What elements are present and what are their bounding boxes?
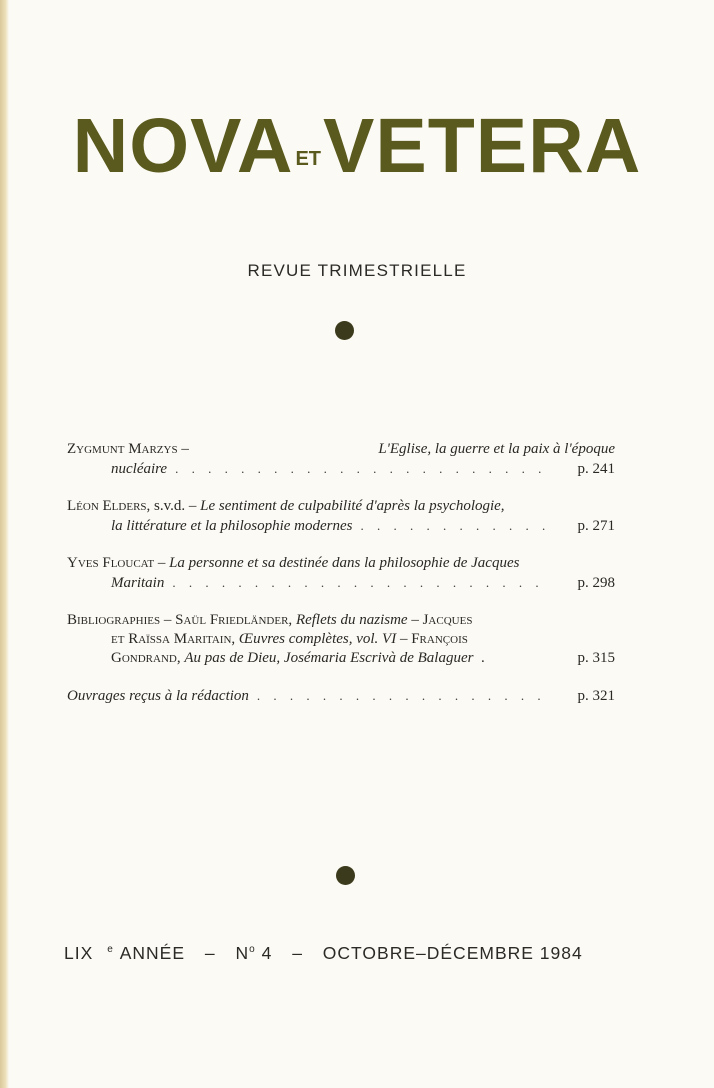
toc-title-cont: Maritain xyxy=(111,575,165,591)
issue-number: 4 xyxy=(261,943,273,963)
dot-leader xyxy=(257,686,549,705)
toc-entry-floucat xyxy=(67,554,615,593)
toc-title: Ouvrages reçus à la rédaction xyxy=(67,688,249,704)
toc-title: Au pas de Dieu, Josémaria Escrivà de Balaguer xyxy=(184,650,474,666)
toc-line xyxy=(67,686,615,706)
toc-author: François xyxy=(411,631,468,647)
dot-leader xyxy=(172,573,549,592)
issue-number-label: N xyxy=(235,943,250,963)
issue-year-word: ANNÉE xyxy=(119,943,186,963)
toc-title: La personne et sa destinée dans la philosophie de Jacques xyxy=(169,555,520,571)
toc-line xyxy=(67,459,615,479)
toc-page: p. 321 xyxy=(577,688,615,704)
toc-period: . xyxy=(480,650,485,666)
toc-entry-bibliographies xyxy=(67,611,615,668)
toc-entry-elders xyxy=(67,497,615,536)
issue-period: OCTOBRE–DÉCEMBRE 1984 xyxy=(322,943,583,963)
toc-line: Yves Floucat – La personne et sa destinée dans la philosophie de Jacques xyxy=(67,555,520,571)
toc-line: Bibliographies – Saül Friedländer, Reflets du nazisme – Jacques xyxy=(67,612,473,628)
issue-number-sup: o xyxy=(249,944,256,956)
toc-title: Le sentiment de culpabilité d'après la psychologie, xyxy=(200,498,505,514)
issue-year-sup: e xyxy=(107,944,114,956)
toc-page: p. 241 xyxy=(577,461,615,477)
toc-title: L'Eglise, la guerre et la paix à l'époque xyxy=(378,441,615,457)
toc-title: Œuvres complètes, vol. VI xyxy=(238,631,397,647)
issue-dash: – xyxy=(292,943,303,963)
dot-leader xyxy=(175,459,549,478)
toc-line: et Raïssa Maritain, Œuvres complètes, vol. VI – François xyxy=(111,631,468,647)
toc-line xyxy=(67,649,615,668)
table-of-contents xyxy=(67,440,615,724)
toc-author: et Raïssa Maritain, xyxy=(111,631,236,647)
toc-line: Zygmunt Marzys – L'Eglise, la guerre et la paix à l'époque xyxy=(67,441,615,457)
toc-author: Yves Floucat xyxy=(67,555,155,571)
toc-title: Reflets du nazisme xyxy=(295,612,408,628)
issue-dash: – xyxy=(204,943,216,963)
journal-subtitle: REVUE TRIMESTRIELLE xyxy=(247,261,467,280)
toc-author: Jacques xyxy=(422,612,473,628)
ornament-dot-top xyxy=(335,321,354,340)
toc-entry-marzys xyxy=(67,440,615,479)
dot-leader xyxy=(361,516,549,535)
toc-author: Saül Friedländer, xyxy=(175,612,293,628)
journal-title-et: ET xyxy=(295,148,321,170)
toc-author: Léon Elders xyxy=(67,498,147,514)
toc-author: Zygmunt Marzys xyxy=(67,441,178,457)
toc-line xyxy=(67,516,615,536)
issue-info xyxy=(64,943,583,964)
toc-title-cont: nucléaire xyxy=(111,461,168,477)
toc-page: p. 271 xyxy=(577,518,615,534)
toc-line xyxy=(67,573,615,593)
toc-author: Gondrand, xyxy=(111,650,181,666)
toc-section: Bibliographies xyxy=(67,612,161,628)
journal-title-vetera: VETERA xyxy=(323,103,642,189)
ornament-dot-bottom xyxy=(336,866,355,885)
toc-title-cont: la littérature et la philosophie modernes xyxy=(111,518,353,534)
toc-entry-ouvrages xyxy=(67,686,615,706)
toc-line xyxy=(67,497,615,516)
toc-page: p. 298 xyxy=(577,575,615,591)
journal-title-nova: NOVA xyxy=(72,103,294,189)
toc-page: p. 315 xyxy=(577,650,615,666)
issue-year-roman: LIX xyxy=(64,943,94,963)
journal-title xyxy=(0,102,714,191)
toc-author-suffix: , s.v.d. – xyxy=(146,498,197,514)
